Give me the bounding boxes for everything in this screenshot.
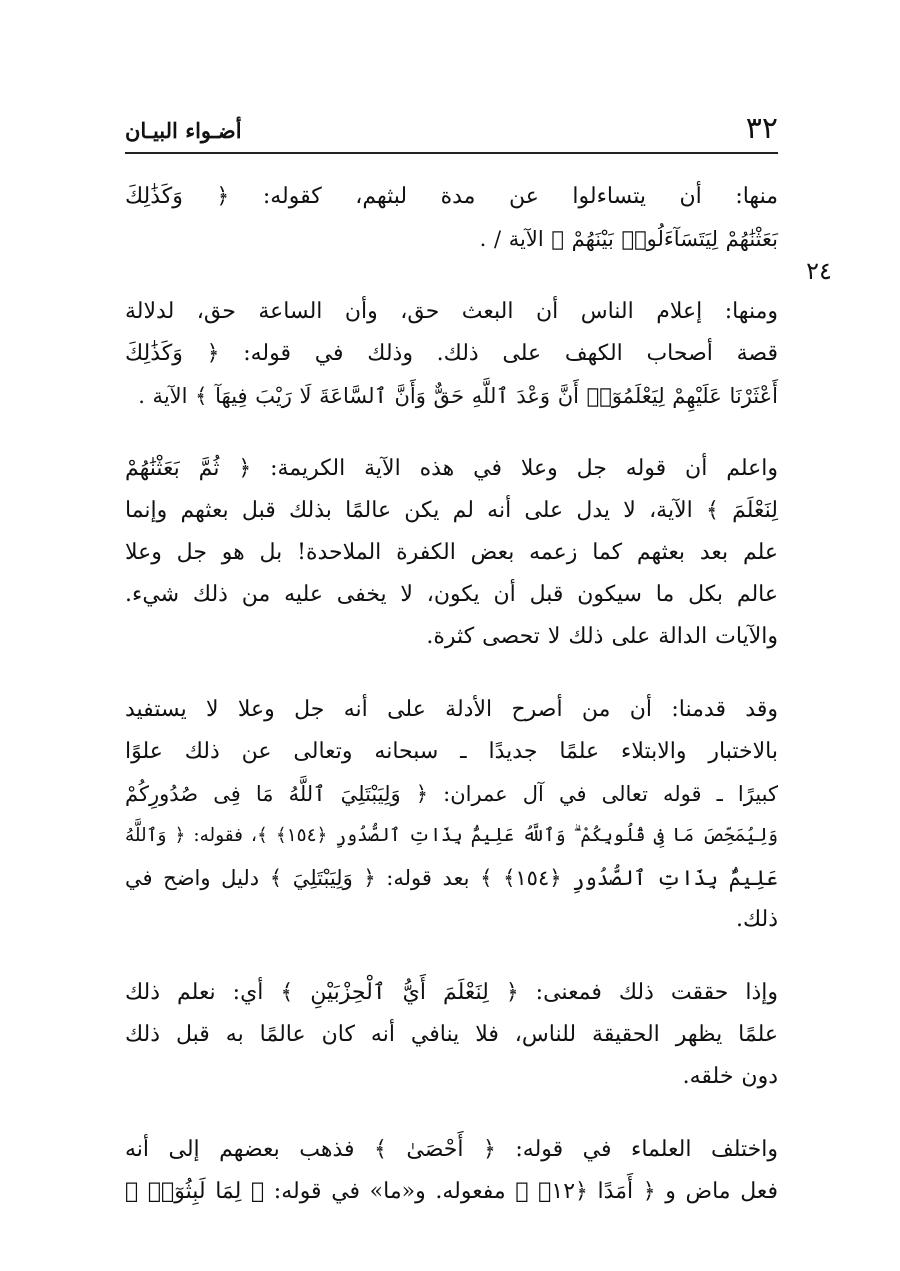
- text-line: بالاختبار والابتلاء علمًا جديدًا ـ سبحانه وتعالى عن ذلك علوًا: [125, 739, 778, 764]
- text-line: ومنها: إعلام الناس أن البعث حق، وأن الساعة حق، لدلالة: [125, 299, 778, 324]
- page-header: [125, 112, 778, 154]
- text-line: عَلِيمٌۢ بِذَاتِ ٱلصُّدُورِ ﴿١٥٤﴾ ﴾ بعد قوله: ﴿ وَلِيَبْتَلِيَ ﴾ دليل واضح في: [125, 866, 778, 890]
- paragraph: [125, 291, 778, 417]
- margin-page-reference: ٢٤: [806, 257, 832, 285]
- text-line: علم بعد بعثهم كما زعمه بعض الكفرة الملاحدة! بل هو جل وعلا: [125, 540, 778, 565]
- text-line: كبيرًا ـ قوله تعالى في آل عمران: ﴿ وَلِيَبْتَلِيَ ٱللَّهُ مَا فِى صُدُورِكُمْ: [125, 782, 778, 806]
- text-line: عالم بكل ما سيكون قبل أن يكون، لا يخفى عليه من ذلك شيء.: [125, 582, 778, 607]
- text-line: وقد قدمنا: أن من أصرح الأدلة على أنه جل وعلا لا يستفيد: [125, 697, 778, 722]
- text-line: لِنَعْلَمَ ﴾ الآية، لا يدل على أنه لم يكن عالمًا بذلك قبل بعثهم وإنما: [125, 498, 778, 523]
- paragraph: [125, 448, 778, 658]
- running-title: أضـواء البيـان: [125, 118, 242, 143]
- paragraph: [125, 1129, 778, 1213]
- text-line: بَعَثْنَٰهُمْ لِيَتَسَآءَلُوا۟ بَيْنَهُمْ ﴾ الآية / .: [479, 227, 778, 251]
- text-line: واعلم أن قوله جل وعلا في هذه الآية الكريمة: ﴿ ثُمَّ بَعَثْنَٰهُمْ: [125, 456, 778, 481]
- text-line: وَلِيُمَحِّصَ مَا فِى قُلُوبِكُمْ ۗ وَٱللَّهُ عَلِيمٌۢ بِذَاتِ ٱلصُّدُورِ ﴿١٥٤﴾ ﴾، فقوله: ﴿ وَٱللَّهُ: [125, 825, 779, 846]
- page-number: ٣٢: [745, 111, 778, 146]
- body-text: [125, 176, 778, 1244]
- text-line: وإذا حققت ذلك فمعنى: ﴿ لِنَعْلَمَ أَيُّ ٱلْحِزْبَيْنِ ﴾ أي: نعلم ذلك: [125, 980, 778, 1005]
- text-line: ذلك.: [735, 907, 778, 932]
- text-line: واختلف العلماء في قوله: ﴿ أَحْصَىٰ ﴾ فذهب بعضهم إلى أنه: [125, 1137, 778, 1162]
- text-line: علمًا يظهر الحقيقة للناس، فلا ينافي أنه كان عالمًا به قبل ذلك: [125, 1022, 778, 1047]
- paragraph: [125, 972, 778, 1098]
- text-line: فعل ماض و ﴿ أَمَدًا ﴿١٢﴾ ﴾ مفعوله. و«ما» في قوله: ﴿ لِمَا لَبِثُوٓا۟ ﴾: [125, 1179, 778, 1204]
- text-line: أَعْثَرْنَا عَلَيْهِمْ لِيَعْلَمُوٓا۟ أَنَّ وَعْدَ ٱللَّهِ حَقٌّ وَأَنَّ ٱلسَّاعَةَ لَا رَيْبَ فِيهَآ ﴾ الآية .: [138, 384, 778, 408]
- text-line: منها: أن يتساءلوا عن مدة لبثهم، كقوله: ﴿ وَكَذَٰلِكَ: [125, 184, 778, 209]
- paragraph: [125, 176, 778, 260]
- text-line: دون خلقه.: [682, 1064, 778, 1089]
- header-rule: [125, 152, 778, 154]
- text-line: قصة أصحاب الكهف على ذلك. وذلك في قوله: ﴿ وَكَذَٰلِكَ: [125, 341, 778, 366]
- text-line: والآيات الدالة على ذلك لا تحصى كثرة.: [426, 624, 778, 649]
- paragraph: [125, 689, 778, 941]
